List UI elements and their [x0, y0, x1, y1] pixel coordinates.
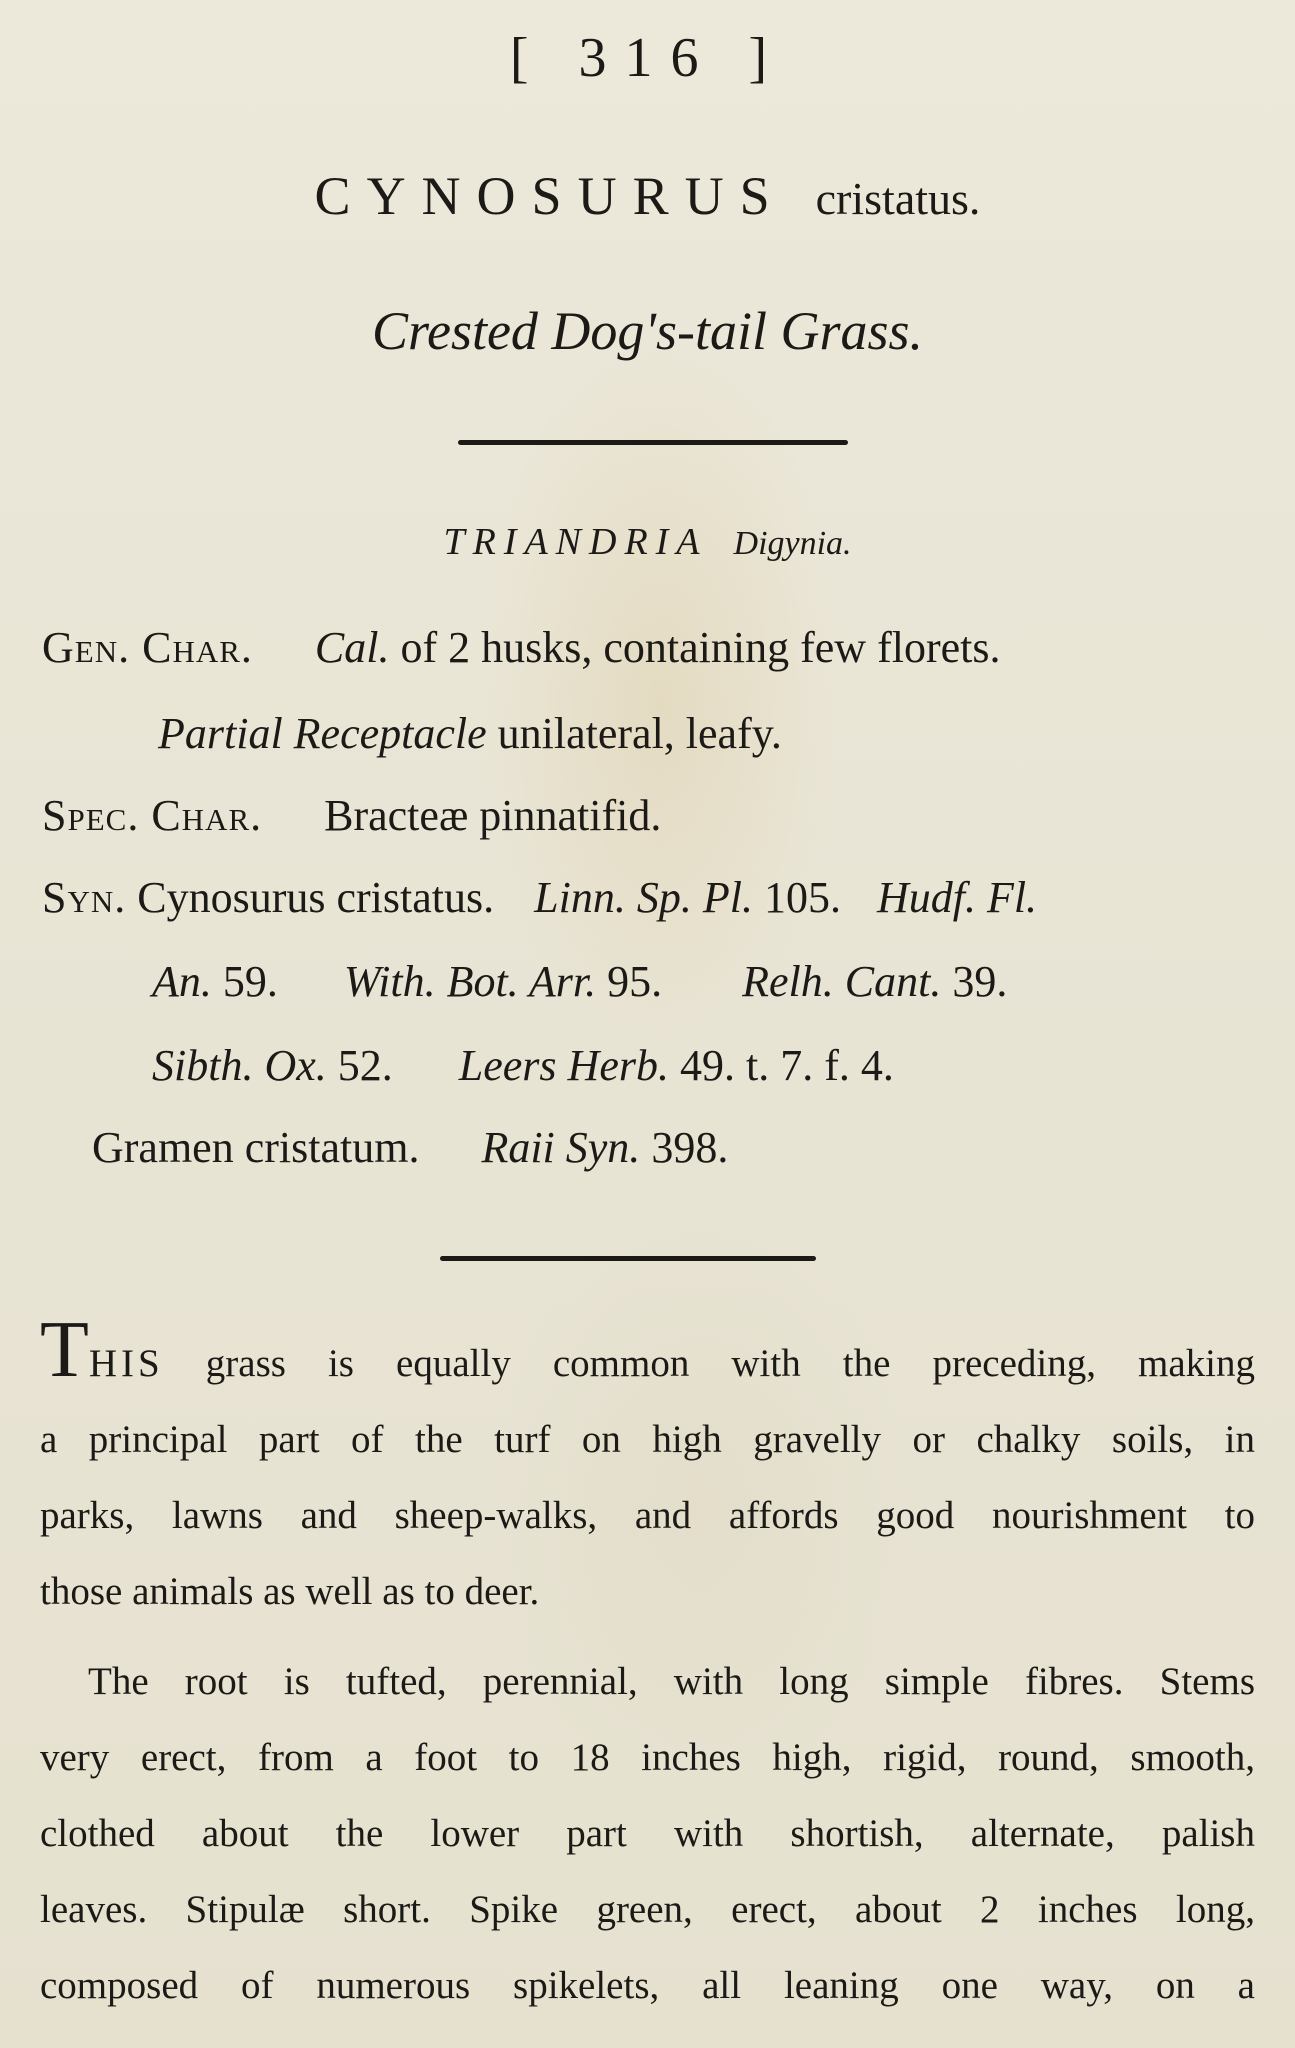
syn-ref-leers: Leers Herb.: [458, 1041, 669, 1090]
gen-char-receptacle: Partial Receptacle: [158, 709, 487, 758]
divider-rule-top: [458, 440, 848, 445]
syn-num-sibthorp: 52.: [337, 1041, 393, 1090]
paragraph-1: [40, 1306, 1255, 1630]
syn-num-leers: 49. t. 7. f. 4.: [679, 1041, 894, 1090]
gen-char-italic: Cal.: [314, 623, 390, 672]
paragraph-2: [40, 1644, 1255, 2024]
syn-num-an: 59.: [222, 957, 278, 1006]
syn-ref-linnaeus: Linn. Sp. Pl.: [534, 873, 753, 922]
syn-num-linnaeus: 105.: [763, 873, 841, 922]
paragraph-2-line-5: composed of numerous spikelets, all leaning one way, on a: [40, 1964, 1255, 2007]
syn-num-withering: 95.: [607, 957, 663, 1006]
syn-name: Cynosurus cristatus.: [137, 873, 495, 922]
syn-line-1: [42, 872, 1037, 923]
gen-char-line-2: [158, 708, 782, 759]
first-word-rest: HIS: [88, 1342, 164, 1385]
paragraph-1-line-4: those animals as well as to deer.: [40, 1570, 540, 1613]
gen-char-receptacle-text: unilateral, leafy.: [497, 709, 782, 758]
syn-ref-hudson: Hudf. Fl.: [876, 873, 1038, 922]
paragraph-2-line-2: very erect, from a foot to 18 inches high, rigid, round, smooth,: [40, 1736, 1255, 1779]
paragraph-1-line-2: a principal part of the turf on high gravelly or chalky soils, in: [40, 1418, 1255, 1461]
syn-num-ray: 398.: [651, 1123, 729, 1172]
gen-char-line-1: [42, 622, 1000, 673]
drop-cap: T: [40, 1306, 89, 1394]
syn-label: Syn.: [42, 873, 127, 922]
syn-line-2: [152, 956, 1252, 1007]
syn-num-relhan: 39.: [952, 957, 1008, 1006]
syn-ref-withering: With. Bot. Arr.: [343, 957, 597, 1006]
gen-char-label: Gen. Char.: [42, 623, 253, 672]
order-name: Digynia.: [733, 525, 852, 562]
spec-char-label: Spec. Char.: [42, 791, 263, 840]
syn-line-3: [152, 1040, 894, 1091]
syn-ref-ray: Raii Syn.: [481, 1123, 641, 1172]
page-number: [ 316 ]: [509, 27, 786, 89]
paragraph-1-line-1: THIS grass is equally common with the preceding, making: [40, 1306, 1255, 1394]
paragraph-1-line-3: parks, lawns and sheep-walks, and affords good nourishment to: [40, 1494, 1255, 1537]
paragraph-2-line-4: leaves. Stipulæ short. Spike green, erect, about 2 inches long,: [40, 1888, 1255, 1931]
syn-ref-relhan: Relh. Cant.: [742, 957, 942, 1006]
species-title: [0, 165, 1295, 227]
paragraph-2-line-1: The root is tufted, perennial, with long simple fibres. Stems: [88, 1660, 1255, 1703]
spec-char-text: Bracteæ pinnatifid.: [324, 791, 662, 840]
paragraph-2-line-3: clothed about the lower part with shortish, alternate, palish: [40, 1812, 1255, 1855]
syn-ref-an: An.: [152, 957, 212, 1006]
syn-gramen: Gramen cristatum.: [92, 1123, 420, 1172]
syn-line-4: [92, 1122, 728, 1173]
gen-char-text: of 2 husks, containing few florets.: [400, 623, 1001, 672]
linnaean-classification: [0, 520, 1295, 564]
common-name: Crested Dog's-tail Grass.: [371, 301, 924, 361]
genus-name: CYNOSURUS: [314, 166, 786, 226]
syn-ref-sibthorp: Sibth. Ox.: [152, 1041, 327, 1090]
divider-rule-middle: [440, 1256, 816, 1261]
class-name: TRIANDRIA: [443, 521, 708, 563]
spec-char-line: [42, 790, 661, 841]
species-epithet: cristatus.: [815, 173, 981, 224]
